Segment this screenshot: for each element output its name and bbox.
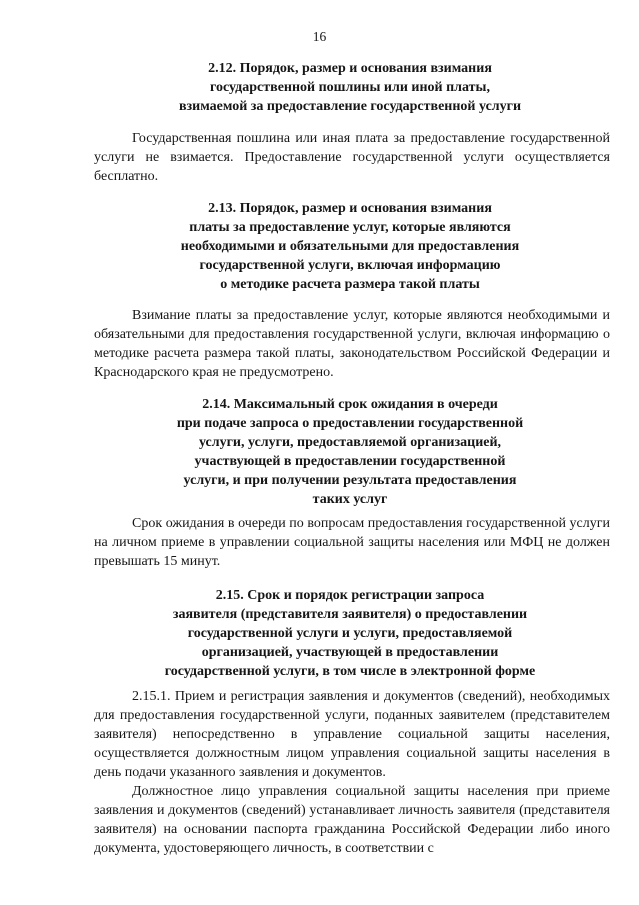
heading-line: платы за предоставление услуг, которые являются (189, 219, 511, 235)
section-heading-2-13 (90, 200, 610, 295)
heading-line: необходимыми и обязательными для предоставления (180, 238, 520, 254)
heading-line: государственной услуги и услуги, предоставляемой (187, 625, 513, 641)
heading-line: услуги, и при получении результата предоставления (183, 472, 517, 488)
heading-line: 2.14. Максимальный срок ожидания в очереди (202, 397, 498, 412)
paragraph: Взимание платы за предоставление услуг, которые являются необходимыми и обязательными для предоставления государственной услуги, включая информацию о методике расчета размера такой платы, законодательством Российской Федерации и Краснодарского края не предусмотрено. (94, 308, 610, 380)
section-heading-2-12 (90, 60, 610, 117)
paragraph: Должностное лицо управления социальной защиты населения при приеме заявления и документов (сведений) устанавливает личность заявителя (представителя заявителя) на основании паспорта гражданина Российской Федерации либо иного документа, удостоверяющего личность, в соответствии с (94, 784, 610, 856)
heading-line: при подаче запроса о предоставлении государственной (176, 415, 524, 431)
heading-line: о методике расчета размера такой платы (220, 276, 480, 292)
heading-line: государственной пошлины или иной платы, (210, 79, 490, 95)
heading-line: участвующей в предоставлении государственной (194, 453, 506, 469)
heading-line: взимаемой за предоставление государственной услуги (178, 98, 522, 114)
heading-line: государственной услуги, в том числе в электронной форме (164, 663, 536, 679)
heading-line: 2.12. Порядок, размер и основания взимания (208, 61, 492, 76)
paragraph: Срок ожидания в очереди по вопросам предоставления государственной услуги на личном приеме в управлении социальной защиты населения или МФЦ не должен превышать 15 минут. (94, 516, 610, 569)
heading-line: организацией, участвующей в предоставлении (201, 644, 499, 660)
heading-line: услуги, услуги, предоставляемой организацией, (198, 434, 502, 450)
paragraph: Государственная пошлина или иная плата за предоставление государственной услуги не взимается. Предоставление государственной услуги осуществляется бесплатно. (94, 131, 610, 184)
page-number: 16 (312, 29, 327, 44)
section-heading-2-14 (90, 396, 610, 509)
heading-line: таких услуг (312, 491, 388, 507)
section-heading-2-15 (90, 587, 610, 682)
heading-line: 2.13. Порядок, размер и основания взимания (208, 201, 492, 216)
heading-line: заявителя (представителя заявителя) о предоставлении (172, 606, 528, 622)
paragraph: 2.15.1. Прием и регистрация заявления и документов (сведений), необходимых для предоставления государственной услуги, поданных заявителем (представителем заявителя) непосредственно в управление социальной защиты населения, осуществляется должностным лицом управления социальной защиты населения в день подачи указанного заявления и документов. (94, 689, 610, 780)
heading-line: государственной услуги, включая информацию (199, 257, 501, 273)
heading-line: 2.15. Срок и порядок регистрации запроса (215, 588, 485, 603)
